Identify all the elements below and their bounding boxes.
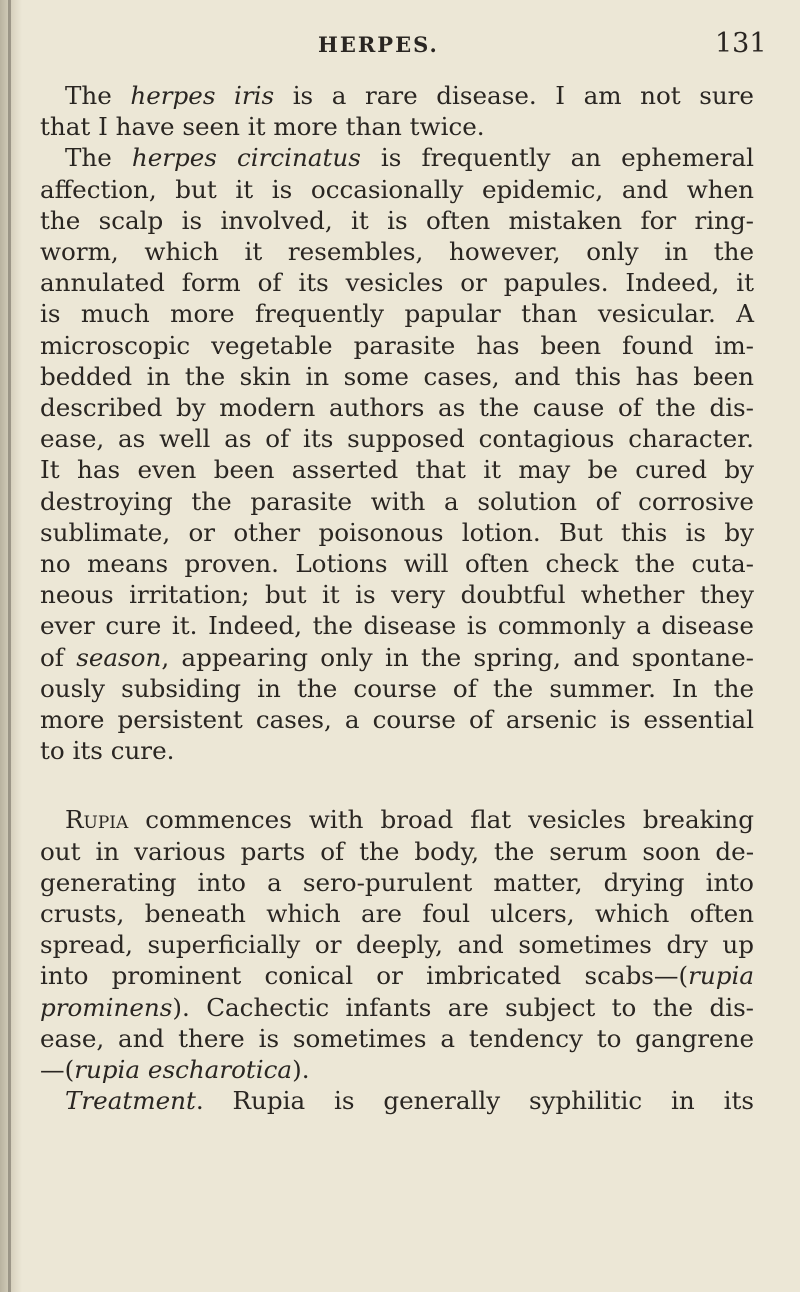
text-line: no means proven. Lotions will often check the cuta- [40, 549, 754, 579]
book-spine-shadow [0, 0, 22, 1292]
text-line: described by modern authors as the cause of the dis- [40, 393, 754, 423]
text-line: more persistent cases, a course of arsenic is essential [40, 705, 754, 735]
text-line: —(rupia escharotica). [40, 1055, 310, 1085]
text-line: to its cure. [40, 736, 175, 766]
text-line: out in various parts of the body, the serum soon de- [40, 836, 754, 866]
text-line: destroying the parasite with a solution of corrosive [40, 486, 754, 516]
text-line: ease, and there is sometimes a tendency to gangrene [40, 1023, 754, 1053]
running-title: HERPES. [318, 32, 439, 57]
text-line: microscopic vegetable parasite has been found im- [40, 330, 754, 360]
text-line: is much more frequently papular than vesicular. A [40, 299, 754, 329]
text-line: The herpes iris is a rare disease. I am not sure [65, 81, 754, 110]
text-line: bedded in the skin in some cases, and this has been [40, 361, 754, 391]
paragraph-gap [40, 766, 754, 804]
text-line: ease, as well as of its supposed contagious character. [40, 424, 754, 454]
text-line: ously subsiding in the course of the summer. In the [40, 673, 754, 703]
body-text [40, 80, 754, 1117]
page-header [0, 28, 800, 68]
text-line: neous irritation; but it is very doubtful whether they [40, 580, 754, 610]
text-line: that I have seen it more than twice. [40, 112, 485, 142]
text-line: of season, appearing only in the spring, and spontane- [40, 642, 754, 672]
text-line: The herpes circinatus is frequently an ephemeral [65, 143, 754, 173]
text-line: into prominent conical or imbricated scabs—(rupia [40, 961, 754, 991]
text-line: It has even been asserted that it may be cured by [40, 455, 754, 485]
text-line: prominens). Cachectic infants are subject to the dis- [40, 992, 754, 1022]
page-number: 131 [715, 28, 767, 59]
text-line: crusts, beneath which are foul ulcers, which often [40, 899, 754, 929]
text-line: annulated form of its vesicles or papules. Indeed, it [40, 268, 754, 298]
text-line: affection, but it is occasionally epidemic, and when [40, 174, 754, 204]
text-line: generating into a sero-purulent matter, drying into [40, 867, 754, 897]
text-line: spread, superficially or deeply, and sometimes dry up [40, 930, 754, 960]
gutter-line [8, 0, 11, 1292]
text-line: sublimate, or other poisonous lotion. But this is by [40, 517, 754, 547]
text-line: Treatment. Rupia is generally syphilitic in its [65, 1086, 754, 1116]
text-line: ever cure it. Indeed, the disease is commonly a disease [40, 611, 754, 641]
text-line: Rupia commences with broad flat vesicles breaking [65, 805, 754, 835]
text-line: the scalp is involved, it is often mistaken for ring- [40, 205, 754, 235]
text-line: worm, which it resembles, however, only in the [40, 237, 754, 267]
